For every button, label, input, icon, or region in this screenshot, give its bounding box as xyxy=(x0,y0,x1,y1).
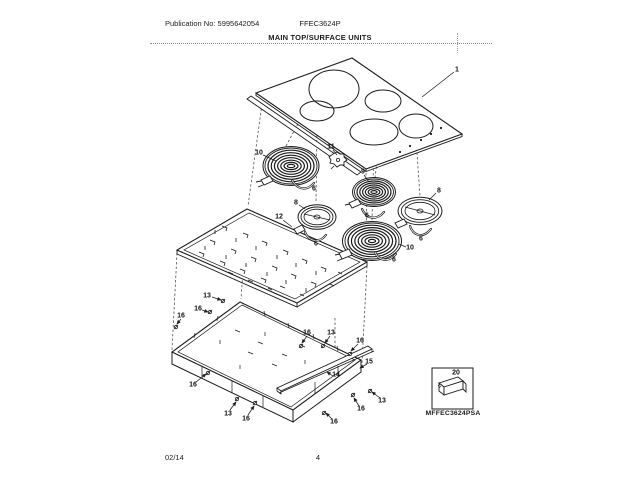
callout-16: 16 xyxy=(356,337,364,345)
callout-10: 10 xyxy=(255,149,263,157)
callout-16: 16 xyxy=(242,415,250,423)
radiant-element-medium xyxy=(345,178,396,209)
callout-13: 13 xyxy=(224,410,232,418)
page-title: MAIN TOP/SURFACE UNITS xyxy=(268,33,372,42)
radiant-element-large-left xyxy=(256,147,319,188)
terminal-block xyxy=(395,219,407,228)
callout-9: 9 xyxy=(361,168,365,176)
terminal-block xyxy=(256,176,273,187)
callout-16: 16 xyxy=(303,329,311,337)
terminal-block xyxy=(345,199,361,208)
footer-page-number: 4 xyxy=(315,453,321,462)
diagram-id: MFFEC3624PSA xyxy=(425,410,481,417)
callout-16: 16 xyxy=(330,418,338,426)
footer-date: 02/14 xyxy=(165,453,184,462)
model-number: FFEC3624P xyxy=(299,19,341,28)
inset-part-box xyxy=(432,368,473,409)
ring-element-right xyxy=(395,197,442,228)
callout-12: 12 xyxy=(275,213,283,221)
support-pan xyxy=(177,209,367,307)
callout-15: 15 xyxy=(365,358,373,366)
callout-6: 6 xyxy=(314,240,318,248)
callout-13: 13 xyxy=(203,292,211,300)
callout-6: 6 xyxy=(392,256,396,264)
callout-16: 16 xyxy=(177,312,185,320)
callout-6: 6 xyxy=(312,185,316,193)
callout-16: 16 xyxy=(357,405,365,413)
publication-number: Publication No: 5995642054 xyxy=(165,19,260,28)
callout-13: 13 xyxy=(327,329,335,337)
callout-6: 6 xyxy=(419,235,423,243)
callout-8: 8 xyxy=(437,187,441,195)
callout-1: 1 xyxy=(455,66,459,74)
callout-20: 20 xyxy=(452,369,460,377)
callout-6: 6 xyxy=(365,212,369,220)
callout-11: 11 xyxy=(327,143,335,151)
callout-10: 10 xyxy=(406,244,414,252)
ring-element-left xyxy=(294,205,336,234)
callout-16: 16 xyxy=(189,381,197,389)
callout-8: 8 xyxy=(294,199,298,207)
callout-13: 13 xyxy=(378,397,386,405)
callout-16: 16 xyxy=(194,305,202,313)
callout-14: 14 xyxy=(332,371,340,379)
radiant-element-large-front xyxy=(335,222,402,262)
